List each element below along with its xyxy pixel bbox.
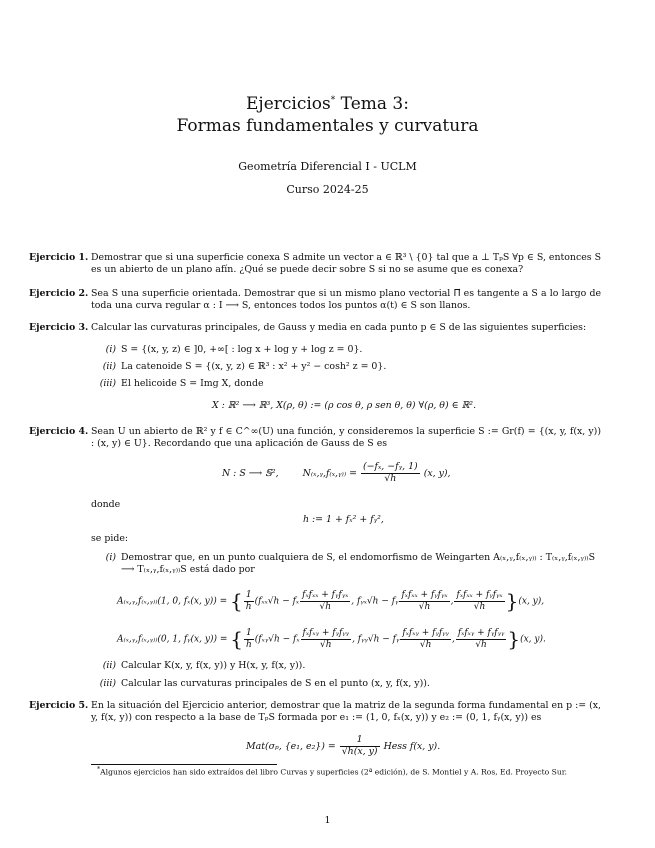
exercise-text: Sean U un abierto de ℝ² y f ∈ C^∞(U) una función, y consideremos la superficie S := Gr(f) = {(x, y, f(x, y)) : (x, y) ∈ U}. Recordando que una aplicación de Gauss de S es <box>91 426 601 450</box>
exercise-label: Ejercicio 1. <box>29 252 89 263</box>
exercise-3-item-i: (i) S = {(x, y, z) ∈ ]0, +∞[ : log x + log y + log z = 0}. <box>105 344 363 355</box>
exercise-4-item-ii: (ii) Calcular K(x, y, f(x, y)) y H(x, y, f(x, y)). <box>102 660 306 671</box>
title-line1: Ejercicios <box>246 94 331 114</box>
exercise-4-item-iii: (iii) Calcular las curvaturas principales de S en el punto (x, y, f(x, y)). <box>99 678 430 689</box>
exercise-label: Ejercicio 5. <box>29 700 89 711</box>
exercise-text: En la situación del Ejercicio anterior, demostrar que la matriz de la segunda forma fundamental en p := (x, y, f(x, y)) con respecto a la base de TₚS formada por e₁ := (1, 0, fₓ(x, y)) y e₂ := (0, 1, fᵧ(x, y)) es <box>91 700 601 724</box>
weingarten-formula-1: A₍ₓ,ᵧ,f₍ₓ,ᵧ₎₎(1, 0, fₓ(x, y)) = { $\frac{1}{h}$ (fₓₓ√h − fₓ $\frac{\text{fₓfₓₓ + fᵧfᵧₓ}}{√h}$ , fᵧₓ√h − fᵧ $\frac{\text{fₓfₓₓ + fᵧfᵧₓ}}{√h}$ , $\frac{\text{fₓfₓₓ + fᵧfᵧₓ}}{√h}$ }(x, y), <box>117 589 545 613</box>
exercise-text: Calcular las curvaturas principales, de Gauss y media en cada punto p ∈ S de las siguientes superficies: <box>91 322 587 333</box>
exercise-3-item-ii: (ii) La catenoide S = {(x, y, z) ∈ ℝ³ : x² + y² − cosh² z = 0}. <box>102 361 387 372</box>
exercise-4 <box>29 426 601 451</box>
exercise-1 <box>29 252 601 277</box>
weingarten-formula-2: A₍ₓ,ᵧ,f₍ₓ,ᵧ₎₎(0, 1, fᵧ(x, y)) = { $\frac{1}{h}$ (fₓᵧ√h − fₓ $\frac{\text{fₓfₓᵧ + fᵧfᵧᵧ}}{√h}$ , fᵧᵧ√h − fᵧ $\frac{\text{fₓfₓᵧ + fᵧfᵧᵧ}}{√h}$ , $\frac{\text{fₓfₓᵧ + fᵧfᵧᵧ}}{√h}$ }(x, y). <box>117 627 546 651</box>
footnote-rule <box>91 764 277 765</box>
fraction: $\frac{\text{(−fₓ, −fᵧ, 1)}}{√h}$ <box>362 461 418 484</box>
se-pide-text: se pide: <box>91 533 129 544</box>
exercise-label: Ejercicio 2. <box>29 288 89 299</box>
title-line1-end: Tema 3: <box>340 94 409 114</box>
donde-text: donde <box>91 499 121 510</box>
document-title <box>0 94 655 138</box>
footnote-marker: * <box>330 95 336 106</box>
exercise-text: Demostrar que si una superficie conexa S admite un vector a ∈ ℝ³ \ {0} tal que a ⊥ TₚS ∀p ∈ S, entonces S es un abierto de un plano afín. ¿Qué se puede decir sobre S si no se asume que es conexa? <box>91 252 601 276</box>
exercise-2 <box>29 288 601 313</box>
helicoid-formula: X : ℝ² ⟶ ℝ³, X(ρ, θ) := (ρ cos θ, ρ sen θ, θ) ∀(ρ, θ) ∈ ℝ². <box>212 400 477 411</box>
second-form-matrix: Mat(σₚ, {e₁, e₂}) = $\frac{1}{√h(x, y)}$ Hess f(x, y). <box>246 734 441 757</box>
course-year: Curso 2024-25 <box>286 183 369 196</box>
footnote: *Algunos ejercicios han sido extraídos del libro Curvas y superficies (2ª edición), de S. Montiel y A. Ros, Ed. Proyecto Sur. <box>97 766 567 777</box>
exercise-label: Ejercicio 4. <box>29 426 89 437</box>
page-number: 1 <box>324 815 331 826</box>
exercise-text: Sea S una superficie orientada. Demostrar que si un mismo plano vectorial Π⃗ es tangente a S a lo largo de toda una curva regular α : I ⟶ S, entonces todos los puntos α(t) ∈ S son llanos. <box>91 288 601 312</box>
h-definition: h := 1 + fₓ² + fᵧ², <box>303 514 384 525</box>
exercise-3 <box>29 322 601 334</box>
title-line2: Formas fundamentales y curvatura <box>176 115 479 136</box>
course-name: Geometría Diferencial I - UCLM <box>238 160 417 173</box>
exercise-label: Ejercicio 3. <box>29 322 89 333</box>
exercise-3-item-iii: (iii) El helicoide S = Img X, donde <box>99 378 264 389</box>
gauss-map-formula: N : S ⟶ 𝕊², N₍ₓ,ᵧ,f₍ₓ,ᵧ₎₎ = $\frac{\text{(−fₓ, −fᵧ, 1)}}{√h}$ (x, y), <box>222 461 451 484</box>
exercise-5 <box>29 700 601 725</box>
exercise-4-item-i: (i) Demostrar que, en un punto cualquiera de S, el endomorfismo de Weingarten A₍ₓ,ᵧ,f₍ₓ,ᵧ₎₎ : T₍ₓ,ᵧ,f₍ₓ,ᵧ₎₎S ⟶ T₍ₓ,ᵧ,f₍ₓ,ᵧ₎₎S está dado por <box>105 552 595 576</box>
